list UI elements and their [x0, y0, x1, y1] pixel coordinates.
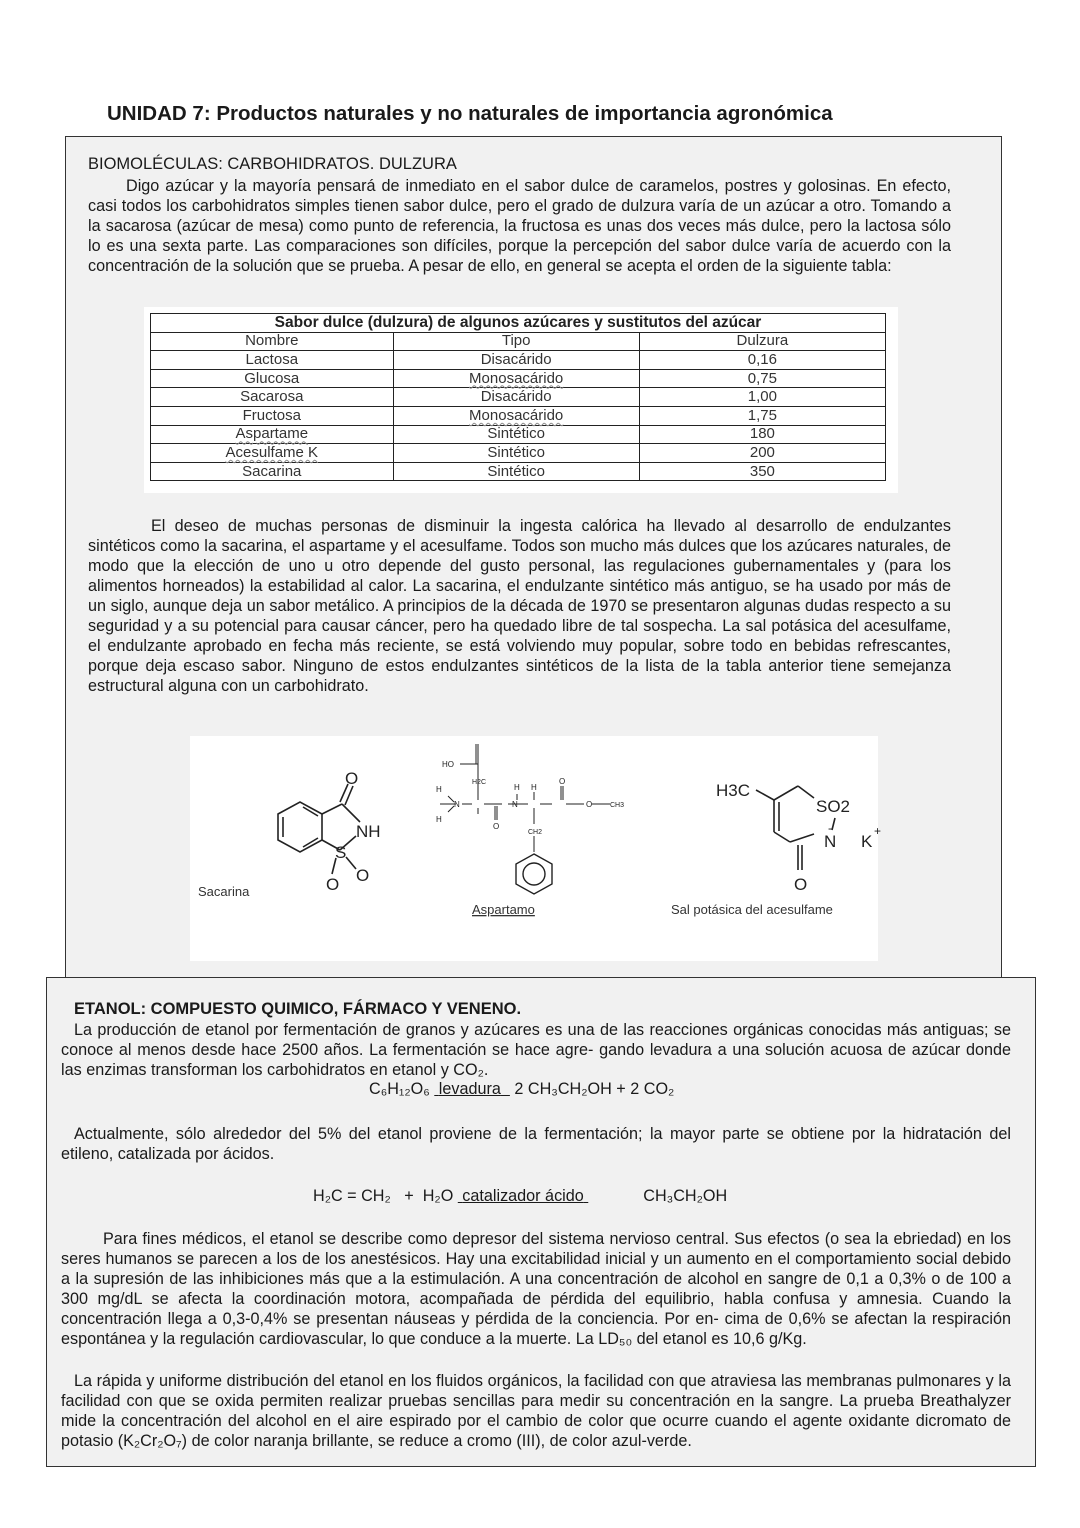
table-cell: Disacárido — [393, 351, 639, 370]
atom-label: O — [493, 822, 500, 831]
table-cell: Sintético — [393, 425, 639, 444]
table-row — [151, 406, 886, 425]
table-row — [151, 462, 886, 481]
section-heading-ethanol: ETANOL: COMPUESTO QUIMICO, FÁRMACO Y VENENO. — [74, 1000, 522, 1018]
table-cell: 0,75 — [639, 369, 885, 388]
table-header: Tipo — [393, 332, 639, 351]
section-heading-carbohydrates: BIOMOLÉCULAS: CARBOHIDRATOS. DULZURA — [88, 155, 457, 173]
atom-label: H2C — [472, 779, 487, 786]
atom-label: CH3 — [610, 802, 625, 809]
atom-label: H — [436, 815, 442, 824]
table-cell: Glucosa — [151, 369, 394, 388]
ethanol-paragraph-4 — [61, 1371, 1011, 1451]
table-header: Nombre — [151, 332, 394, 351]
sweetness-table-frame — [144, 307, 898, 493]
table-cell: Monosacárido — [393, 406, 639, 425]
atom-label: O — [356, 866, 370, 885]
aspartame-label: Aspartamo — [472, 902, 535, 917]
table-cell: Sintético — [393, 462, 639, 481]
ethanol-paragraph-1 — [61, 1020, 1011, 1080]
eq2-catalyst-text: catalizador ácido — [462, 1187, 584, 1205]
eq2-reactants: H₂C = CH₂ + H₂O — [313, 1187, 454, 1205]
eq1-catalyst — [434, 1080, 510, 1098]
ethanol-paragraph-1-text: La producción de etanol por fermentación de granos y azúcares es una de las reacciones orgánicas conocidas más antiguas; se conoce al menos desde hace 2500 años. La fermentación se hace agre- gando levadura a una solución acuosa de azúcar donde las enzimas transforman los carbohidratos en etanol y CO₂. — [61, 1021, 1011, 1079]
atom-label: O — [559, 777, 566, 786]
page-title: UNIDAD 7: Productos naturales y no naturales de importancia agronómica — [107, 102, 833, 125]
atom-label: H — [531, 783, 537, 792]
aspartame-structure — [440, 744, 610, 852]
positive-charge: + — [874, 824, 882, 838]
atom-label: S — [335, 843, 347, 862]
table-header: Dulzura — [639, 332, 885, 351]
hydration-equation — [313, 1187, 727, 1206]
intro-paragraph-text: Digo azúcar y la mayoría pensará de inmediato en el sabor dulce de caramelos, postres y golosinas. En efecto, casi todos los carbohidratos simples tienen sabor dulce, pero el grado de dulzura varía de un azúcar a otro. Tomando a la sacarosa (azúcar de mesa) como punto de referencia, la fructosa es unas dos veces más dulce, pero la lactosa sólo lo es una sexta parte. Las comparaciones son difíciles, porque la percepción del sabor dulce varía de acuerdo con la concentración de la solución que se prueba. A pesar de ello, en general se acepta el orden de la siguiente tabla: — [88, 177, 951, 275]
table-cell: Sacarina — [151, 462, 394, 481]
ethanol-paragraph-2-text: Actualmente, sólo alrededor del 5% del etanol proviene de la fermentación; la mayor parte se obtiene por la hidratación del etileno, catalizada por ácidos. — [61, 1125, 1011, 1163]
ethanol-paragraph-4-text: La rápida y uniforme distribución del etanol en los fluidos orgánicos, la facilidad con que atraviesa las membranas pulmonares y la facilidad con que se oxida permiten realizar pruebas sencillas para medir su concentración en la sangre. La prueba Breathalyzer mide la concentración del alcohol en el aire espirado por el cambio de color que ocurre cuando el agente oxidante dicromato de potasio (K₂Cr₂O₇) de color naranja brillante, se reduce a cromo (III), de color azul-verde. — [61, 1372, 1011, 1450]
table-cell: Sintético — [393, 444, 639, 463]
eq2-product: CH₃CH₂OH — [643, 1187, 728, 1205]
table-cell: 200 — [639, 444, 885, 463]
table-row — [151, 351, 886, 370]
eq1-catalyst-text: levadura — [438, 1080, 501, 1098]
table-caption: Sabor dulce (dulzura) de algunos azúcares y sustitutos del azúcar — [151, 314, 886, 333]
table-row — [151, 425, 886, 444]
table-cell: Acesulfame K — [151, 444, 394, 463]
table-cell: Lactosa — [151, 351, 394, 370]
table-cell: 1,00 — [639, 388, 885, 407]
atom-label: H3C — [716, 781, 751, 800]
atom-label: H — [514, 783, 520, 792]
table-cell: 180 — [639, 425, 885, 444]
structures-svg — [190, 736, 882, 961]
structures-figure — [190, 736, 882, 961]
atom-label: HO — [442, 760, 454, 769]
eq1-reactant: C₆H₁₂O₆ — [369, 1080, 430, 1098]
table-row — [151, 369, 886, 388]
eq1-products: 2 CH₃CH₂OH + 2 CO₂ — [514, 1080, 675, 1098]
intro-paragraph — [88, 176, 951, 276]
ethanol-box — [46, 977, 1036, 1467]
eq2-catalyst — [458, 1187, 588, 1205]
sweetness-table — [150, 313, 886, 481]
ethanol-paragraph-3 — [61, 1229, 1011, 1349]
table-cell: 350 — [639, 462, 885, 481]
table-row — [151, 444, 886, 463]
saccharin-structure — [278, 784, 360, 874]
atom-label: CH2 — [528, 829, 543, 836]
atom-label: O — [326, 875, 340, 894]
atom-label: H — [436, 785, 442, 794]
table-row — [151, 388, 886, 407]
atom-label: SO2 — [816, 797, 851, 816]
atom-label: K — [861, 832, 873, 851]
acesulfame-label: Sal potásica del acesulfame — [671, 902, 833, 917]
atom-label: NH — [356, 822, 381, 841]
ethanol-paragraph-2 — [61, 1124, 1011, 1164]
atom-label: O — [794, 875, 808, 894]
fermentation-equation — [369, 1080, 674, 1099]
aspartame-benzene — [516, 854, 552, 894]
table-cell: Sacarosa — [151, 388, 394, 407]
table-cell: 1,75 — [639, 406, 885, 425]
atom-label: N — [824, 832, 837, 851]
saccharin-label: Sacarina — [198, 884, 250, 899]
atom-label: O — [345, 769, 359, 788]
table-cell: Fructosa — [151, 406, 394, 425]
atom-label: O — [586, 800, 593, 809]
table-cell: Aspartame — [151, 425, 394, 444]
table-cell: 0,16 — [639, 351, 885, 370]
table-cell: Monosacárido — [393, 369, 639, 388]
table-cell: Disacárido — [393, 388, 639, 407]
atom-label: N — [454, 800, 460, 809]
atom-label: N — [512, 800, 518, 809]
sweeteners-paragraph — [88, 516, 951, 696]
carbohydrates-box — [65, 136, 1002, 978]
negative-charge: - — [828, 821, 832, 835]
ethanol-paragraph-3-text: Para fines médicos, el etanol se describe como depresor del sistema nervioso central. Sus efectos (o sea la ebriedad) en los seres humanos se parecen a los de los anestésicos. Hay una excitabilidad inicial y un aumento en el comportamiento social debido a la supresión de las inhibiciones más que a la estimulación. A una concentración de alcohol en sangre de 0,1 a 0,3% o de 100 a 300 mg/dL se afecta la coordinación motora, acompañada de pérdida del equilibrio, habla confusa y amnesia. Cuando la concentración llega a 0,3-0,4% se presentan náuseas y pérdida de la conciencia. Por en- cima de 0,6% se afectan la respiración espontánea y la regulación cardiovascular, lo que conduce a la muerte. La LD₅₀ del etanol es 10,6 g/Kg. — [61, 1230, 1011, 1348]
sweeteners-paragraph-text: El deseo de muchas personas de disminuir la ingesta calórica ha llevado al desarrollo de endulzantes sintéticos como la sacarina, el aspartame y el acesulfame. Todos son mucho más dulces que los azúcares naturales, de modo que la elección de uno u otro depende del gusto personal, las regulaciones gubernamentales y (para los alimentos horneados) la estabilidad al calor. La sacarina, el endulzante sintético más antiguo, se ha usado por más de un siglo, aunque deja un sabor metálico. A principios de la década de 1970 se presentaron algunas dudas respecto a su seguridad y a su potencial para causar cáncer, pero ha quedado libre de tal sospecha. La sal potásica del acesulfame, el endulzante aprobado en fecha más reciente, se está volviendo muy popular, sobre todo en bebidas refrescantes, porque deja escaso sabor. Ninguno de estos endulzantes sintéticos de la lista de la tabla anterior tiene semejanza estructural alguna con un carbohidrato. — [88, 517, 951, 695]
